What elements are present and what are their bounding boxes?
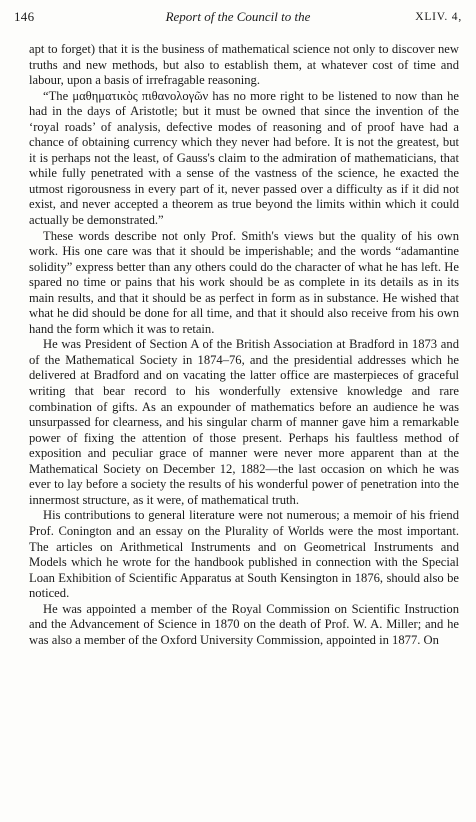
paragraph-general-literature: His contributions to general literature were not numerous; a memoir of his friend Prof. Conington and an essay on the Plurality of Worlds were the most important. The articles on Arithmetical Instruments and on Geometrical Instruments and Models which he wrote for the handbook published in connection with the Special Loan Exhibition of Scientific Apparatus at South Kensington in 1876, should also be noticed. [29,508,459,601]
page-number: 146 [14,9,35,24]
paragraph-continuation: apt to forget) that it is the business of mathematical science not only to discover new truths and new methods, but also to establish them, at whatever cost of time and labour, upon a basis of irrefragable reasoning. [29,42,459,88]
running-title: Report of the Council to the [165,9,311,24]
paragraph-royal-commission: He was appointed a member of the Royal Commission on Scientific Instruction and the Advancement of Science in 1870 on the death of Prof. W. A. Miller; and he was also a member of the Oxford University Commission, appointed in 1877. On [29,601,459,647]
paragraph-presidencies: He was President of Section A of the British Association at Bradford in 1873 and of the Mathematical Society in 1874–76, and the presidential addresses which he delivered at Bradford and on vacating the latter office are masterpieces of graceful writing that bear record to his wonderfully extensive knowledge and rare combination of gifts. As an expounder of mathematics before an audience he was unsurpassed for clearness, and his singular charm of manner gave him a remarkable power of fixing the attention of those present. Perhaps his faultless method of exposition and peculiar grace of manner were never more apparent than at the Mathematical Society on December 12, 1882—the last occasion on which he was ever to lay before a society the results of his wonderful power of penetration into the innermost structure, as it were, of mathematical truth. [29,337,459,507]
paragraph-own-work: These words describe not only Prof. Smith's views but the quality of his own work. His one care was that it should be imperishable; and the words “adamantine solidity” express better than any others could do the character of what he has left. He spared no time or pains that his work should be as complete in its details as in its main results, and that it should be as perfect in form as in substance. He wished that what he did should be done for all time, and that it should also receive from his own hand the form which it was to retain. [29,228,459,336]
page-header [14,6,462,28]
paragraph-gauss-quotation: “The μαθηματικὸς πιθανολογῶν has no more right to be listened to now than he had in the days of Aristotle; but it must be owned that since the invention of the ‘royal roads’ of analysis, defective modes of reasoning and of proof have had a chance of obtaining currency which they never had before. It is not the greatest, but it is perhaps not the least, of Gauss's claim to the admiration of mathematicians, that while fully penetrated with a sense of the vastness of the science, he exacted the utmost rigorousness in every part of it, never passed over a difficulty as if it did not exist, and never accepted a theorem as true beyond the limits within which it could actually be demonstrated.” [29,88,459,228]
body-text [29,42,459,648]
volume-reference: XLIV. 4, [415,11,462,23]
